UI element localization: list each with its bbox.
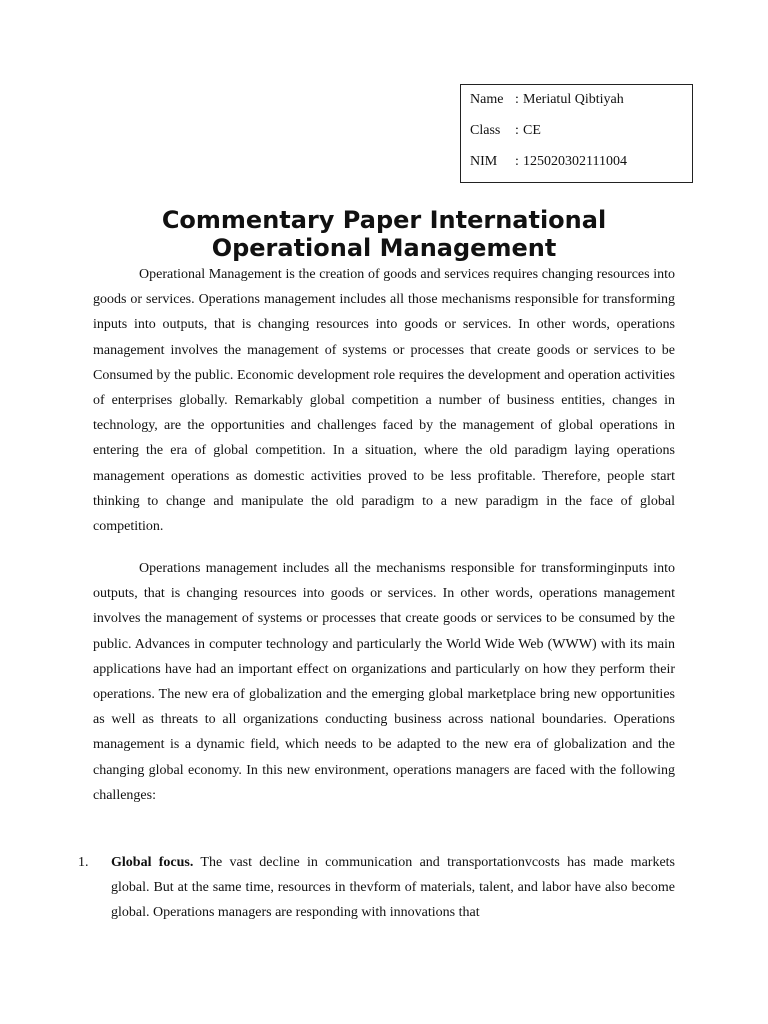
info-key: NIM [470, 154, 498, 169]
info-row-nim [470, 152, 692, 183]
info-value: Meriatul Qibtiyah [523, 92, 624, 107]
challenge-list [78, 850, 675, 926]
body-paragraph: Operations management includes all the mechanisms responsible for transforminginputs into outputs, that is changing resources into goods or services. In other words, operations management involves the management of systems or processes that create goods or services to be consumed by the public. Advances in computer technology and particularly the World Wide Web (WWW) with its main applications have had an important effect on organizations and particularly on how they perform their operations. The new era of globalization and the emerging global marketplace bring new opportunities as well as threats to all organizations conducting business across national boundaries. Operations management is a dynamic field, which needs to be adapted to the new era of globalization and the changing global economy. In this new environment, operations managers are faced with the following challenges: [93, 561, 675, 803]
info-separator: : [515, 154, 519, 169]
list-number: 1. [78, 855, 89, 870]
document-title: Commentary Paper International Operational Management [161, 206, 607, 262]
list-item [78, 850, 675, 926]
info-key: Class [470, 123, 501, 138]
student-info-box [460, 84, 693, 183]
info-value: CE [523, 123, 541, 138]
body-paragraph: Operational Management is the creation of goods and services requires changing resources into goods or services. Operations management includes all those mechanisms responsible for transforming inputs into outputs, that is changing resources into goods or services. In other words, operations management involves the management of systems or processes that create goods or services to be Consumed by the public. Economic development role requires the development and operation activities of enterprises globally. Remarkably global competition a number of business entities, changes in technology, are the opportunities and challenges faced by the management of global operations in entering the era of global competition. In a situation, where the old paradigm laying operations management operations as domestic activities proved to be less profitable. Therefore, people start thinking to change and manipulate the old paradigm to a new paradigm in the face of global competition. [93, 267, 675, 535]
list-item-heading: Global focus. [111, 855, 194, 870]
info-separator: : [515, 92, 519, 107]
info-row-class [470, 121, 692, 152]
info-value: 125020302111004 [523, 154, 627, 169]
list-item-body [111, 850, 675, 926]
info-key: Name [470, 92, 504, 107]
info-row-name [470, 90, 692, 121]
list-item-text: The vast decline in communication and transportationvcosts has made markets global. But at the same time, resources in thevform of materials, talent, and labor have also become global. Operations managers are responding with innovations that [111, 855, 675, 921]
info-separator: : [515, 123, 519, 138]
